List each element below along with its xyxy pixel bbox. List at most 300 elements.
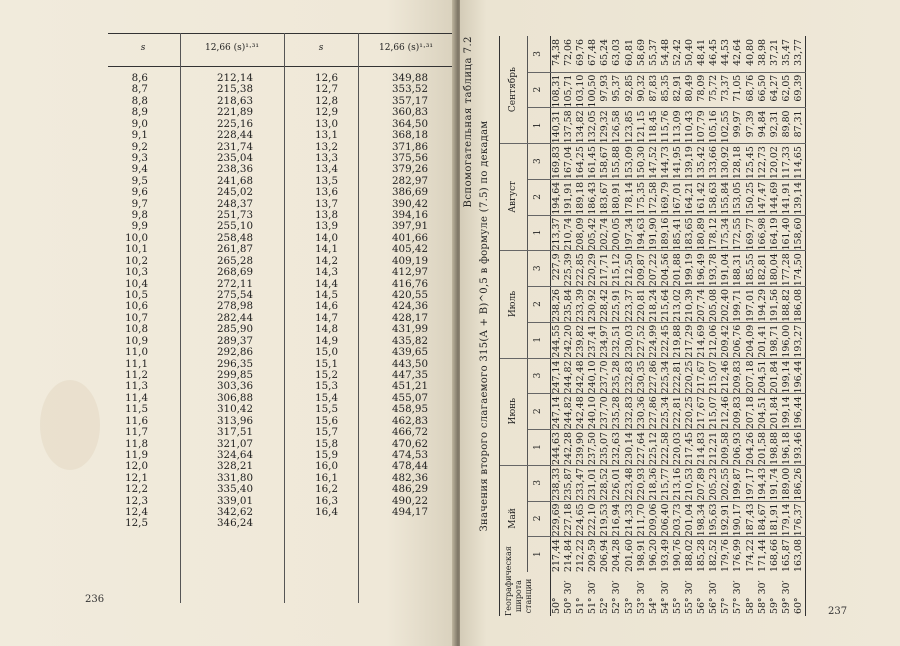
table-cell-s: 9,8 xyxy=(131,209,148,222)
value-cell: 230,03 xyxy=(623,324,635,358)
value-cell: 180,89 xyxy=(696,217,708,251)
table-cell-s: 15,0 xyxy=(315,346,338,359)
table-cell-s: 14,0 xyxy=(315,231,338,244)
latitude-cell: 60° xyxy=(792,597,804,614)
value-cell: 103,10 xyxy=(575,74,587,108)
table-cell-value: 231,74 xyxy=(216,140,253,153)
value-cell: 225,91 xyxy=(611,289,623,322)
table-cell-value: 447,35 xyxy=(391,368,428,381)
value-cell: 217,67 xyxy=(696,396,708,430)
value-cell: 197,34 xyxy=(623,217,635,251)
table-cell-value: 368,18 xyxy=(391,129,428,142)
value-cell: 155,88 xyxy=(611,146,623,179)
column-rule xyxy=(358,33,359,603)
table-cell-s: 9,6 xyxy=(131,186,148,199)
value-cell: 191,74 xyxy=(768,467,780,501)
value-cell: 63,03 xyxy=(611,39,623,66)
value-cell: 220,93 xyxy=(635,467,647,501)
value-cell: 222,10 xyxy=(587,503,599,537)
column-rule xyxy=(528,286,806,287)
value-cell: 206,94 xyxy=(599,539,611,572)
value-cell: 105,71 xyxy=(563,74,575,108)
value-cell: 144,73 xyxy=(659,146,671,179)
table-cell-s: 13,1 xyxy=(315,129,338,142)
value-cell: 204,09 xyxy=(744,324,756,358)
table-cell-value: 215,38 xyxy=(216,83,253,96)
value-cell: 78,09 xyxy=(696,74,708,102)
value-cell: 48,41 xyxy=(696,39,708,66)
column-rule xyxy=(528,322,806,323)
table-cell-value: 494,17 xyxy=(391,506,428,519)
value-cell: 64,27 xyxy=(768,74,780,102)
table-row xyxy=(793,36,805,616)
value-cell: 229,69 xyxy=(551,503,562,537)
value-cell: 213,16 xyxy=(671,467,683,501)
value-cell: 206,40 xyxy=(659,503,671,537)
value-cell: 178,14 xyxy=(623,181,635,215)
value-cell: 132,05 xyxy=(587,110,599,144)
month-header: Сентябрь xyxy=(508,67,518,113)
value-cell: 197,01 xyxy=(744,289,756,322)
table-cell-value: 353,52 xyxy=(391,83,428,96)
value-cell: 102,55 xyxy=(720,110,732,144)
value-cell: 82,91 xyxy=(671,74,683,102)
value-cell: 201,88 xyxy=(671,253,683,287)
header-value-1: 12,66 (s)¹·³¹ xyxy=(205,43,259,53)
table-cell-value: 241,68 xyxy=(216,174,253,187)
table-cell-value: 255,10 xyxy=(216,220,253,233)
table-cell-s: 11,1 xyxy=(125,357,148,370)
table-cell-s: 13,9 xyxy=(315,220,338,233)
value-cell: 237,41 xyxy=(587,324,599,358)
value-cell: 158,67 xyxy=(599,146,611,179)
table-cell-value: 443,50 xyxy=(391,357,428,370)
value-cell: 92,85 xyxy=(623,74,635,102)
value-cell: 139,19 xyxy=(684,146,696,179)
value-cell: 163,08 xyxy=(792,539,804,572)
table-label: Вспомогательная таблица 7.2 xyxy=(463,36,474,208)
value-cell: 220,29 xyxy=(587,253,599,287)
table-cell-value: 275,54 xyxy=(216,289,253,302)
value-cell: 201,60 xyxy=(623,539,635,572)
latitude-cell: 51° xyxy=(575,597,587,614)
value-cell: 225,12 xyxy=(647,432,659,465)
value-cell: 123,85 xyxy=(623,110,635,144)
table-cell-value: 371,86 xyxy=(391,140,428,153)
header-s-1: s xyxy=(140,43,146,53)
table-cell-s: 10,5 xyxy=(125,289,148,302)
table-row xyxy=(684,36,696,616)
value-cell: 126,58 xyxy=(611,110,623,144)
table-head xyxy=(500,36,551,616)
value-cell: 216,94 xyxy=(611,503,623,537)
table-cell-value: 292,86 xyxy=(216,346,253,359)
table-cell-value: 466,72 xyxy=(391,426,428,439)
value-cell: 164,25 xyxy=(575,146,587,179)
latitude-cell: 57° xyxy=(720,597,732,614)
value-cell: 207,18 xyxy=(744,396,756,430)
value-cell: 235,07 xyxy=(599,432,611,465)
table-cell-s: 14,2 xyxy=(315,254,338,267)
table-cell-value: 310,42 xyxy=(216,403,253,416)
value-cell: 200,05 xyxy=(611,217,623,251)
table-cell-value: 428,17 xyxy=(391,311,428,324)
value-cell: 55,37 xyxy=(647,39,659,66)
table-cell-s: 16,2 xyxy=(315,483,338,496)
value-cell: 194,43 xyxy=(756,467,768,501)
value-cell: 177,28 xyxy=(780,253,792,287)
value-cell: 212,46 xyxy=(720,396,732,430)
value-cell: 189,18 xyxy=(575,181,587,215)
value-cell: 215,07 xyxy=(708,360,720,394)
value-cell: 175,35 xyxy=(635,181,647,215)
value-cell: 141,91 xyxy=(780,181,792,215)
value-cell: 137,58 xyxy=(563,110,575,144)
value-cell: 185,55 xyxy=(744,253,756,287)
value-cell: 180,04 xyxy=(768,253,780,287)
table-cell-value: 462,83 xyxy=(391,414,428,427)
table-row xyxy=(696,36,708,616)
value-cell: 196,00 xyxy=(780,324,792,358)
value-cell: 209,42 xyxy=(720,324,732,358)
table-row xyxy=(720,36,732,616)
value-cell: 201,84 xyxy=(768,396,780,430)
table-cell-s: 9,3 xyxy=(131,151,148,164)
table-row xyxy=(563,36,575,616)
value-cell: 161,42 xyxy=(696,181,708,215)
table-cell-value: 420,55 xyxy=(391,289,428,302)
value-cell: 117,33 xyxy=(780,146,792,179)
table-cell-s: 14,4 xyxy=(315,277,338,290)
table-cell-value: 364,50 xyxy=(391,117,428,130)
value-cell: 100,50 xyxy=(587,74,599,108)
value-cell: 238,26 xyxy=(551,289,562,322)
value-cell: 181,91 xyxy=(768,503,780,537)
table-cell-s: 12,6 xyxy=(315,72,338,84)
value-cell: 193,27 xyxy=(792,324,804,358)
table-cell-s: 12,5 xyxy=(125,517,148,530)
table-row xyxy=(708,36,720,616)
table-cell-value: 282,97 xyxy=(391,174,428,187)
table-cell-value: 401,66 xyxy=(391,231,428,244)
value-cell: 189,00 xyxy=(780,467,792,501)
value-cell: 74,38 xyxy=(551,39,562,66)
value-cell: 209,87 xyxy=(635,253,647,287)
month-header: Июнь xyxy=(508,397,518,425)
value-cell: 164,21 xyxy=(684,181,696,215)
value-cell: 87,83 xyxy=(647,74,659,102)
table-cell-value: 431,99 xyxy=(391,323,428,336)
value-cell: 194,29 xyxy=(756,289,768,322)
value-cell: 187,43 xyxy=(744,503,756,537)
value-cell: 92,31 xyxy=(768,110,780,138)
value-cell: 247,14 xyxy=(551,360,562,394)
value-cell: 183,65 xyxy=(684,217,696,251)
value-cell: 212,22 xyxy=(575,539,587,572)
latitude-cell: 53° 30′ xyxy=(635,580,647,614)
value-cell: 94,84 xyxy=(756,110,768,138)
value-cell: 199,19 xyxy=(684,253,696,287)
latitude-cell: 50° xyxy=(551,597,562,614)
value-cell: 227,9 xyxy=(551,253,562,281)
table-cell-s: 9,7 xyxy=(131,197,148,210)
value-cell: 185,28 xyxy=(696,539,708,572)
value-cell: 244,55 xyxy=(551,324,562,358)
table-cell-s: 15,1 xyxy=(315,357,338,370)
table-cell-value: 296,35 xyxy=(216,357,253,370)
latitude-cell: 56° 30′ xyxy=(708,580,720,614)
table-cell-value: 289,37 xyxy=(216,334,253,347)
value-cell: 196,49 xyxy=(696,253,708,287)
value-cell: 210,74 xyxy=(563,217,575,251)
latitude-cell: 55° 30′ xyxy=(684,580,696,614)
table-cell-value: 218,63 xyxy=(216,94,253,107)
table-cell-s: 12,8 xyxy=(315,94,338,107)
value-cell: 235,87 xyxy=(563,467,575,501)
value-cell: 174,50 xyxy=(792,253,804,287)
value-cell: 214,84 xyxy=(563,539,575,572)
value-cell: 153,09 xyxy=(623,146,635,179)
value-cell: 218,24 xyxy=(647,289,659,322)
value-cell: 139,14 xyxy=(792,181,804,215)
value-cell: 212,50 xyxy=(623,253,635,287)
decade-header: 3 xyxy=(533,372,543,379)
table-cell-value: 306,88 xyxy=(216,391,253,404)
table-cell-value: 221,89 xyxy=(216,106,253,119)
table-cell-s: 13,3 xyxy=(315,151,338,164)
value-cell: 144,69 xyxy=(768,181,780,215)
value-cell: 110,43 xyxy=(684,110,696,144)
value-cell: 202,40 xyxy=(720,289,732,322)
value-cell: 227,64 xyxy=(635,432,647,465)
table-cell-value: 346,24 xyxy=(216,517,253,530)
value-cell: 141,95 xyxy=(671,146,683,179)
value-cell: 90,32 xyxy=(635,74,647,102)
latitude-cell: 54° xyxy=(647,597,659,614)
value-cell: 217,44 xyxy=(551,539,562,572)
right-page xyxy=(460,0,900,646)
value-cell: 219,53 xyxy=(599,503,611,537)
value-cell: 218,36 xyxy=(647,467,659,501)
table-cell-s: 8,7 xyxy=(131,83,148,96)
value-cell: 33,77 xyxy=(792,39,804,66)
column-rule xyxy=(528,393,806,394)
value-cell: 223,48 xyxy=(623,467,635,501)
table-cell-s: 13,2 xyxy=(315,140,338,153)
table-cell-s: 9,4 xyxy=(131,163,148,176)
value-cell: 222,81 xyxy=(671,360,683,394)
table-row xyxy=(732,36,744,616)
value-cell: 62,05 xyxy=(780,74,792,102)
header-rule xyxy=(527,36,528,572)
table-cell-value: 282,44 xyxy=(216,311,253,324)
value-cell: 197,17 xyxy=(744,467,756,501)
value-cell: 113,09 xyxy=(671,110,683,144)
value-cell: 97,39 xyxy=(744,110,756,138)
table-cell-s: 14,8 xyxy=(315,323,338,336)
value-cell: 175,34 xyxy=(720,217,732,251)
table-cell-s: 11,5 xyxy=(125,403,148,416)
table-cell-value: 278,98 xyxy=(216,300,253,313)
value-cell: 158,63 xyxy=(708,181,720,215)
value-cell: 121,15 xyxy=(635,110,647,144)
latitude-cell: 59° xyxy=(768,597,780,614)
column-rule xyxy=(528,501,806,502)
table-cell-s: 16,1 xyxy=(315,471,338,484)
value-cell: 179,14 xyxy=(780,503,792,537)
value-cell: 147,52 xyxy=(647,146,659,179)
table-cell-s: 11,0 xyxy=(125,346,148,359)
table-cell-value: 265,28 xyxy=(216,254,253,267)
table-cell-value: 268,69 xyxy=(216,266,253,279)
latitude-cell: 57° 30′ xyxy=(732,580,744,614)
value-cell: 140,31 xyxy=(551,110,562,144)
value-cell: 217,67 xyxy=(696,360,708,394)
value-cell: 194,63 xyxy=(635,217,647,251)
value-cell: 199,87 xyxy=(732,467,744,501)
table-cell-s: 8,8 xyxy=(131,94,148,107)
column-rule xyxy=(284,33,285,603)
latitude-cell: 58° 30′ xyxy=(756,580,768,614)
table-cell-s: 10,2 xyxy=(125,254,148,267)
value-cell: 44,53 xyxy=(720,39,732,66)
value-cell: 217,45 xyxy=(684,432,696,465)
value-cell: 186,43 xyxy=(587,181,599,215)
table-cell-value: 412,97 xyxy=(391,266,428,279)
table-cell-s: 16,0 xyxy=(315,460,338,473)
value-cell: 231,01 xyxy=(587,467,599,501)
value-cell: 185,41 xyxy=(671,217,683,251)
latitude-cell: 52° xyxy=(599,597,611,614)
value-cell: 232,63 xyxy=(611,432,623,465)
decade-header: 3 xyxy=(533,158,543,164)
table-cell-value: 248,37 xyxy=(216,197,253,210)
value-cell: 227,86 xyxy=(647,360,659,394)
latitude-header: Географическая широта станции xyxy=(504,546,533,616)
value-cell: 212,21 xyxy=(708,432,720,465)
table-cell-value: 225,16 xyxy=(216,117,253,130)
value-cell: 118,45 xyxy=(647,110,659,144)
value-cell: 237,70 xyxy=(599,396,611,430)
value-cell: 212,46 xyxy=(720,360,732,394)
value-cell: 95,37 xyxy=(611,74,623,102)
value-cell: 182,52 xyxy=(708,539,720,572)
value-cell: 167,04 xyxy=(563,146,575,179)
value-cell: 202,55 xyxy=(720,467,732,501)
value-cell: 190,76 xyxy=(671,539,683,572)
value-cell: 239,90 xyxy=(575,432,587,465)
table-cell-value: 379,26 xyxy=(391,163,428,176)
value-cell: 220,03 xyxy=(671,432,683,465)
value-cell: 209,06 xyxy=(647,503,659,537)
table-cell-value: 299,85 xyxy=(216,368,253,381)
value-cell: 165,87 xyxy=(780,539,792,572)
table-cell-s: 10,0 xyxy=(125,231,148,244)
value-cell: 237,70 xyxy=(599,360,611,394)
header-s-2: s xyxy=(318,43,324,53)
decade-header: 1 xyxy=(533,122,543,129)
table-row xyxy=(551,36,563,616)
value-cell: 204,51 xyxy=(756,396,768,430)
value-cell: 67,48 xyxy=(587,39,599,66)
paper-stain xyxy=(40,380,100,470)
table-cell-s: 13,7 xyxy=(315,197,338,210)
table-cell-value: 439,65 xyxy=(391,346,428,359)
value-cell: 244,82 xyxy=(563,396,575,430)
column-rule xyxy=(500,143,806,144)
value-cell: 72,06 xyxy=(563,39,575,66)
value-cell: 50,40 xyxy=(684,39,696,66)
table-cell-s: 14,9 xyxy=(315,334,338,347)
table-cell-value: 317,51 xyxy=(216,426,253,439)
value-cell: 226,01 xyxy=(611,467,623,501)
table-cell-s: 14,7 xyxy=(315,311,338,324)
value-cell: 182,81 xyxy=(756,253,768,287)
table-cell-value: 349,88 xyxy=(391,72,428,84)
table-cell-value: 405,42 xyxy=(391,243,428,256)
table-row xyxy=(648,36,660,616)
table-cell-s: 10,9 xyxy=(125,334,148,347)
value-cell: 235,28 xyxy=(611,396,623,430)
value-cell: 237,50 xyxy=(587,432,599,465)
value-cell: 191,56 xyxy=(768,289,780,322)
value-cell: 120,02 xyxy=(768,146,780,179)
table-row xyxy=(660,36,672,616)
value-cell: 233,39 xyxy=(575,289,587,322)
table-cell-value: 357,17 xyxy=(391,94,428,107)
decade-header: 2 xyxy=(533,301,543,307)
value-cell: 219,88 xyxy=(671,324,683,358)
value-cell: 176,37 xyxy=(792,503,804,537)
value-cell: 186,08 xyxy=(792,289,804,322)
value-cell: 220,25 xyxy=(684,396,696,430)
value-cell: 40,80 xyxy=(744,39,756,66)
value-cell: 169,79 xyxy=(659,181,671,215)
value-cell: 222,81 xyxy=(671,396,683,430)
value-cell: 172,58 xyxy=(647,181,659,215)
decade-header: 2 xyxy=(533,86,543,93)
value-cell: 188,31 xyxy=(732,253,744,287)
value-cell: 155,84 xyxy=(720,181,732,215)
value-cell: 238,33 xyxy=(551,467,562,501)
value-cell: 247,14 xyxy=(551,396,562,430)
value-cell: 217,71 xyxy=(599,253,611,287)
value-cell: 207,89 xyxy=(696,467,708,501)
table-cell-value: 235,04 xyxy=(216,151,253,164)
value-cell: 220,25 xyxy=(684,360,696,394)
table-cell-s: 11,6 xyxy=(125,414,148,427)
value-cell: 115,76 xyxy=(659,110,671,144)
value-cell: 222,85 xyxy=(575,253,587,287)
table-cell-value: 258,48 xyxy=(216,231,253,244)
value-cell: 225,39 xyxy=(563,253,575,287)
value-cell: 122,73 xyxy=(756,146,768,179)
table-cell-s: 15,2 xyxy=(315,368,338,381)
value-cell: 232,51 xyxy=(611,324,623,358)
value-cell: 222,45 xyxy=(659,324,671,358)
value-cell: 198,71 xyxy=(768,324,780,358)
table-cell-s: 12,3 xyxy=(125,494,148,507)
table-cell-s: 10,7 xyxy=(125,311,148,324)
value-cell: 69,76 xyxy=(575,39,587,66)
table-cell-s: 11,4 xyxy=(125,391,148,404)
value-cell: 215,77 xyxy=(659,467,671,501)
column-rule xyxy=(500,250,806,251)
value-cell: 228,52 xyxy=(599,467,611,501)
value-cell: 201,41 xyxy=(756,324,768,358)
table-cell-s: 15,6 xyxy=(315,414,338,427)
value-cell: 54,48 xyxy=(659,39,671,66)
